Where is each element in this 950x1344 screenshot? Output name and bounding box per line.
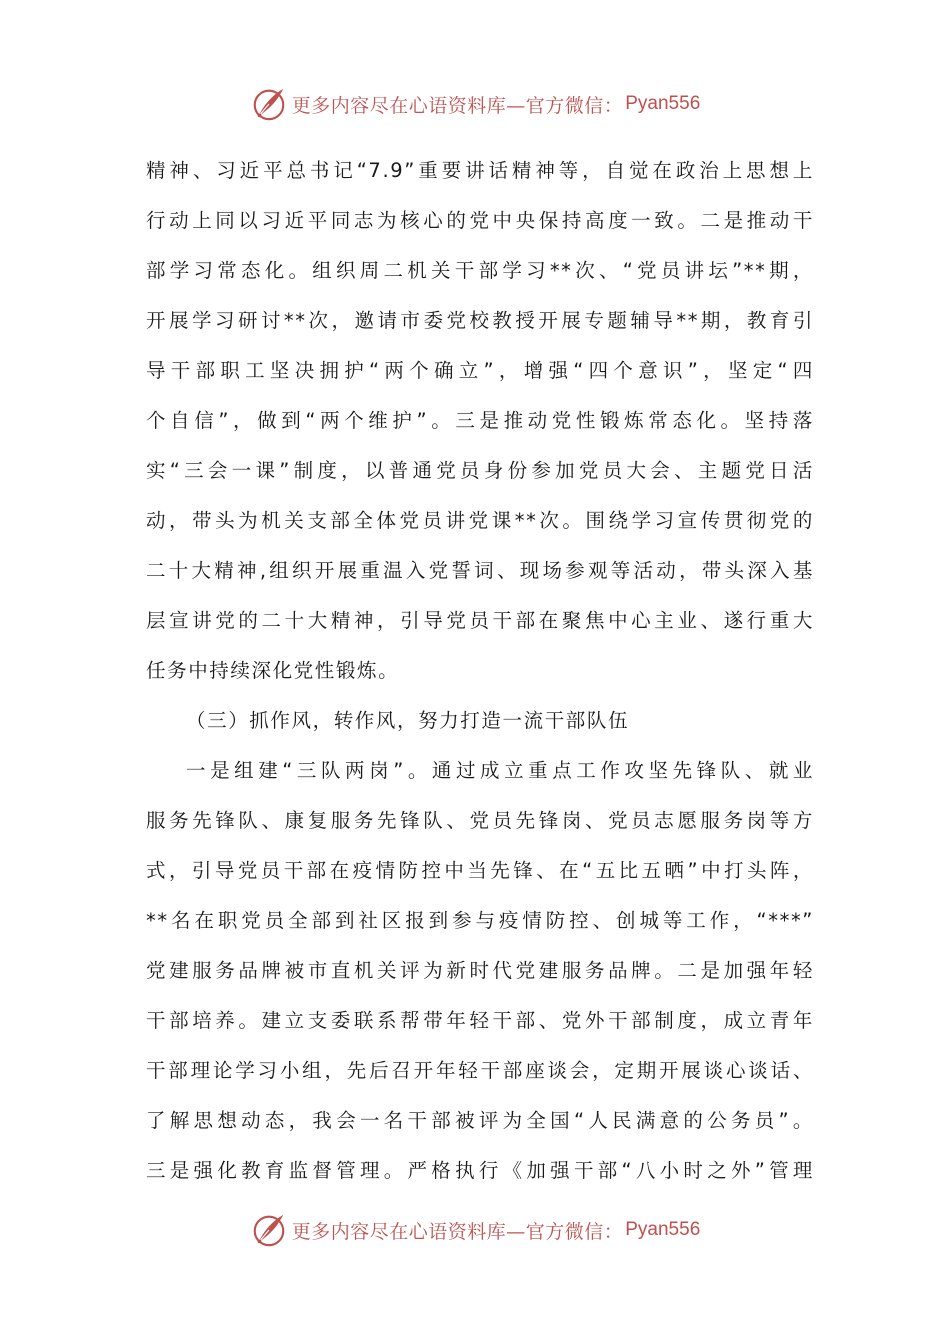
text-line: **名在职党员全部到社区报到参与疫情防控、创城等工作，“***” <box>146 909 814 932</box>
text-line: 动，带头为机关支部全体党员讲党课**次。围绕学习宣传贯彻党的 <box>146 509 814 532</box>
text-line: 实“三会一课”制度，以普通党员身份参加党员大会、主题党日活 <box>146 459 814 482</box>
quill-pen-logo-icon <box>250 1211 288 1249</box>
text-line: 导干部职工坚决拥护“两个确立”，增强“四个意识”，坚定“四 <box>146 359 814 382</box>
banner-text: 更多内容尽在心语资料库—官方微信： <box>291 94 624 117</box>
text-line: 精神、习近平总书记“7.9”重要讲话精神等，自觉在政治上思想上 <box>146 159 814 182</box>
text-line: 任务中持续深化党性锻炼。 <box>146 659 400 682</box>
text-line: 开展学习研讨**次，邀请市委党校教授开展专题辅导**期，教育引 <box>146 309 814 332</box>
quill-pen-logo-icon <box>250 85 288 123</box>
text-line: 一是组建“三队两岗”。通过成立重点工作攻坚先锋队、就业 <box>186 759 814 782</box>
text-line: 了解思想动态，我会一名干部被评为全国“人民满意的公务员”。 <box>146 1109 814 1132</box>
footer-banner <box>0 1208 950 1252</box>
text-line: 层宣讲党的二十大精神，引导党员干部在聚焦中心主业、遂行重大 <box>146 609 814 632</box>
text-line: 干部培养。建立支委联系帮带年轻干部、党外干部制度，成立青年 <box>146 1009 814 1032</box>
text-line: 式，引导党员干部在疫情防控中当先锋、在“五比五晒”中打头阵， <box>146 859 814 882</box>
section-heading: （三）抓作风，转作风，努力打造一流干部队伍 <box>186 709 630 732</box>
header-banner <box>0 82 950 126</box>
banner-wechat-id: Pyan556 <box>625 93 701 114</box>
banner-wechat-id: Pyan556 <box>625 1219 701 1240</box>
text-line: 行动上同以习近平同志为核心的党中央保持高度一致。二是推动干 <box>146 209 814 232</box>
text-line: 干部理论学习小组，先后召开年轻干部座谈会，定期开展谈心谈话、 <box>146 1059 814 1082</box>
body-text <box>146 146 814 1196</box>
text-line: 服务先锋队、康复服务先锋队、党员先锋岗、党员志愿服务岗等方 <box>146 809 814 832</box>
banner-text: 更多内容尽在心语资料库—官方微信： <box>291 1220 624 1243</box>
text-line: 三是强化教育监督管理。严格执行《加强干部“八小时之外”管理 <box>146 1159 814 1182</box>
text-line: 二十大精神,组织开展重温入党誓词、现场参观等活动，带头深入基 <box>146 559 814 582</box>
text-line: 党建服务品牌被市直机关评为新时代党建服务品牌。二是加强年轻 <box>146 959 814 982</box>
text-line: 个自信”，做到“两个维护”。三是推动党性锻炼常态化。坚持落 <box>146 409 814 432</box>
text-line: 部学习常态化。组织周二机关干部学习**次、“党员讲坛”**期， <box>146 259 814 282</box>
